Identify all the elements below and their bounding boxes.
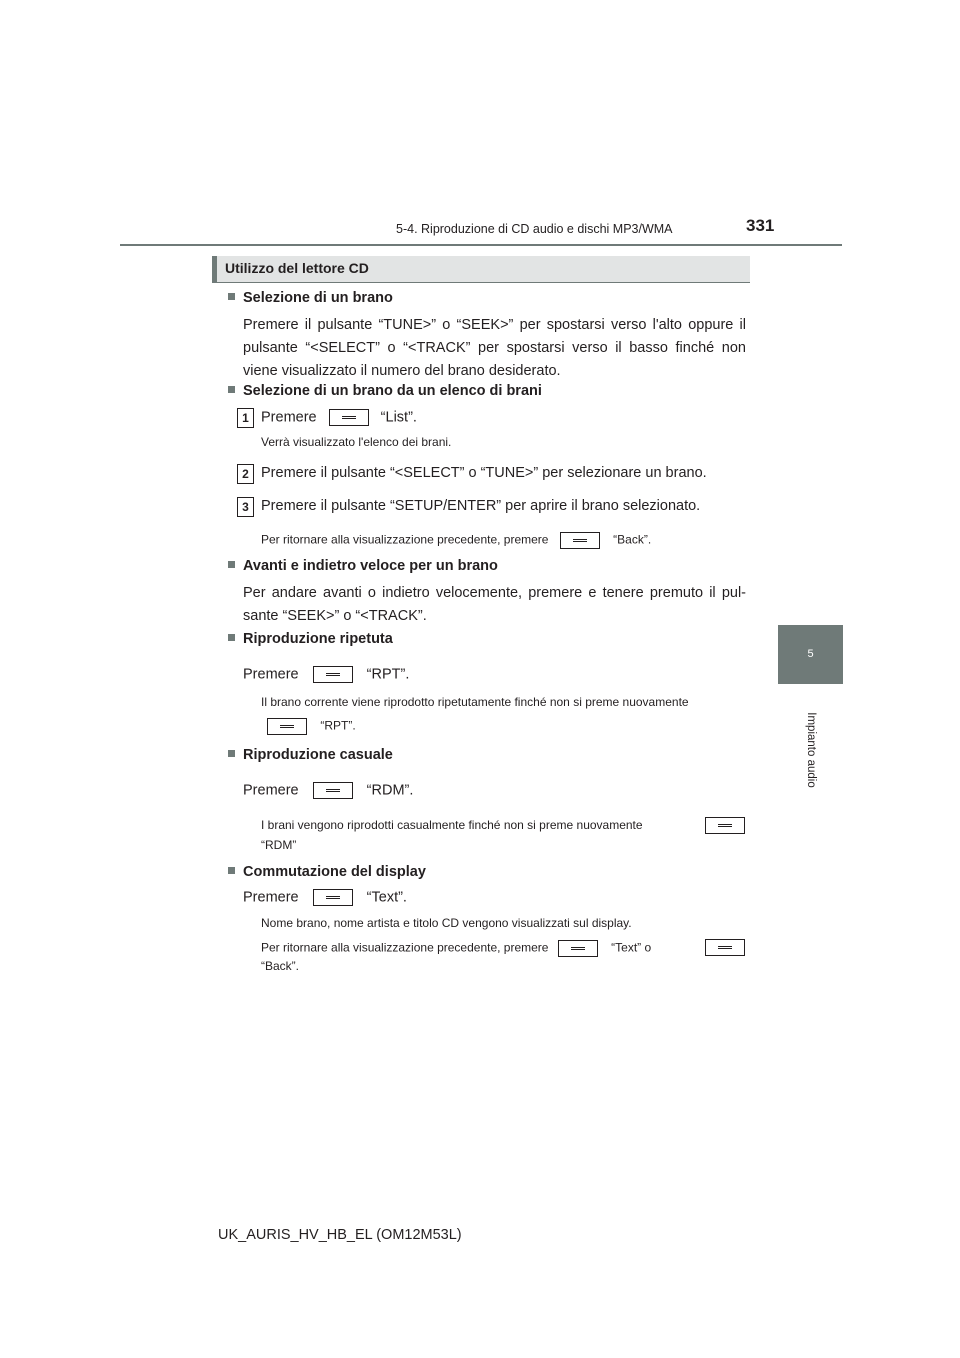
shuffle-instruction-before: Premere [243, 782, 299, 799]
repeat-instruction-after: “RPT”. [366, 666, 410, 683]
shuffle-note-after: “RDM” [261, 838, 297, 852]
back-note [261, 532, 651, 549]
screen-button-icon [313, 889, 353, 906]
step-1-text-before: Premere [261, 409, 317, 426]
repeat-instruction [243, 666, 409, 683]
heading-track-selection [228, 290, 393, 306]
display-instruction-before: Premere [243, 889, 299, 906]
chapter-tab-title-text: Impianto audio [804, 712, 817, 788]
screen-button-icon [267, 718, 307, 735]
heading-shuffle [228, 747, 393, 763]
heading-repeat [228, 631, 393, 647]
paragraph-track-selection: Premere il pulsante “TUNE>” o “SEEK>” per spostarsi verso l'alto oppure il pulsante “<SELECT” o “<TRACK” per spostarsi verso il basso finché non viene visualizzato il numero del brano desiderato. [243, 317, 746, 379]
display-instruction [243, 889, 407, 906]
heading-text: Avanti e indietro veloce per un brano [243, 558, 498, 574]
header-section-title: 5-4. Riproduzione di CD audio e dischi MP3/WMA [396, 222, 673, 236]
chapter-tab-number: 5 [778, 625, 843, 684]
step-number-2: 2 [237, 464, 254, 484]
heading-display-switch [228, 864, 426, 880]
repeat-instruction-before: Premere [243, 666, 299, 683]
bullet-square-icon [228, 867, 235, 874]
step-1-text-after: “List”. [380, 409, 417, 426]
step-2-text: Premere il pulsante “<SELECT” o “TUNE>” per selezionare un brano. [261, 465, 707, 481]
step-3-text: Premere il pulsante “SETUP/ENTER” per aprire il brano selezionato. [261, 498, 701, 514]
repeat-note-after: “RPT”. [320, 718, 356, 733]
heading-text: Selezione di un brano [243, 290, 393, 306]
display-note-2-before: Per ritornare alla visualizzazione precedente, premere [261, 940, 549, 955]
display-note-1: Nome brano, nome artista e titolo CD vengono visualizzati sul display. [261, 916, 632, 930]
heading-text: Riproduzione casuale [243, 747, 393, 763]
banner-accent-bar [212, 256, 217, 282]
screen-button-icon [705, 939, 745, 956]
document-code: UK_AURIS_HV_HB_EL (OM12M53L) [218, 1227, 462, 1243]
back-note-before: Per ritornare alla visualizzazione precedente, premere [261, 532, 549, 547]
heading-track-list [228, 383, 542, 399]
back-note-after: “Back”. [613, 532, 652, 547]
step-1-text [261, 409, 417, 426]
screen-button-icon [560, 532, 600, 549]
display-instruction-after: “Text”. [366, 889, 407, 906]
bullet-square-icon [228, 386, 235, 393]
screen-button-icon [558, 940, 598, 957]
chapter-tab-title [778, 690, 843, 810]
bullet-square-icon [228, 293, 235, 300]
screen-button-icon [705, 817, 745, 834]
header-divider [120, 244, 842, 246]
heading-fast-forward [228, 558, 498, 574]
heading-text: Riproduzione ripetuta [243, 631, 393, 647]
step-1-note: Verrà visualizzato l'elenco dei brani. [261, 435, 452, 449]
display-note-2-after: “Back”. [261, 959, 300, 973]
repeat-note-continued [267, 718, 356, 735]
shuffle-instruction [243, 782, 413, 799]
repeat-note: Il brano corrente viene riprodotto ripetutamente finché non si preme nuovamente [261, 695, 689, 709]
section-banner [212, 256, 750, 283]
bullet-square-icon [228, 634, 235, 641]
screen-button-icon [313, 666, 353, 683]
display-note-2-mid: “Text” o [611, 940, 652, 955]
banner-title: Utilizzo del lettore CD [225, 260, 369, 276]
heading-text: Selezione di un brano da un elenco di brani [243, 383, 542, 399]
shuffle-note: I brani vengono riprodotti casualmente finché non si preme nuovamente [261, 818, 643, 832]
bullet-square-icon [228, 561, 235, 568]
screen-button-icon [313, 782, 353, 799]
shuffle-instruction-after: “RDM”. [366, 782, 414, 799]
bullet-square-icon [228, 750, 235, 757]
display-note-2 [261, 940, 651, 957]
screen-button-icon [329, 409, 369, 426]
paragraph-fast-forward: Per andare avanti o indietro velocemente, premere e tenere premuto il pul-sante “SEEK>” o “<TRACK”. [243, 585, 746, 624]
step-number-1: 1 [237, 408, 254, 428]
step-number-3: 3 [237, 497, 254, 517]
heading-text: Commutazione del display [243, 864, 426, 880]
page-number: 331 [746, 216, 775, 235]
